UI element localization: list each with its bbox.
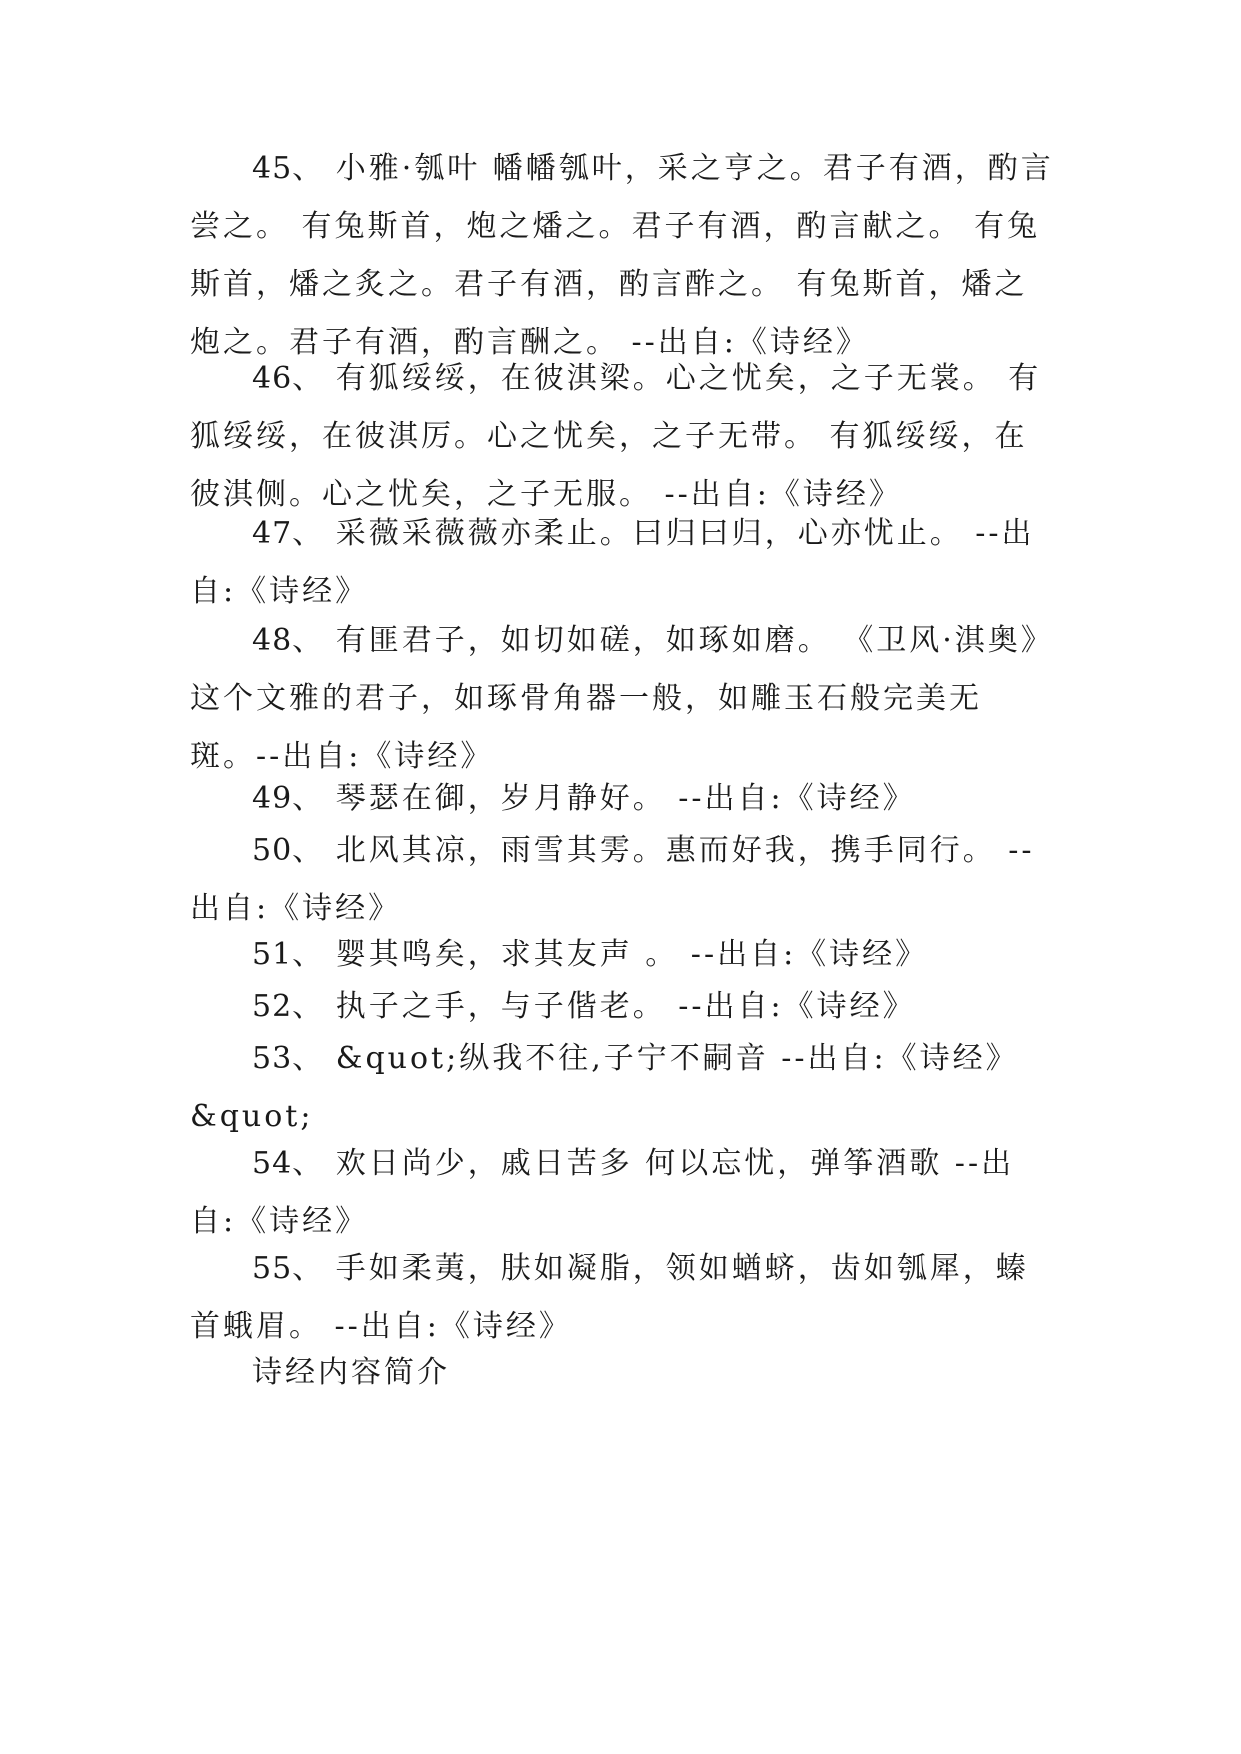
paragraph-number: 51、 xyxy=(252,937,324,972)
paragraph-number: 54、 xyxy=(252,1146,324,1181)
paragraph-47 xyxy=(190,505,1060,621)
paragraph-text: 有狐绥绥，在彼淇梁。心之忧矣，之子无裳。 有狐绥绥，在彼淇厉。心之忧矣，之子无带。 有狐绥绥，在彼淇侧。心之忧矣，之子无服。 --出自:《诗经》 xyxy=(190,361,1042,512)
paragraph-text: 欢日尚少，戚日苦多 何以忘忧，弹筝酒歌 --出自:《诗经》 xyxy=(190,1146,1015,1239)
paragraph-number: 55、 xyxy=(252,1251,324,1286)
paragraph-49 xyxy=(190,770,1060,828)
paragraph-number: 45、 xyxy=(252,151,324,186)
paragraph-text: 北风其凉，雨雪其雱。惠而好我，携手同行。 --出自:《诗经》 xyxy=(190,833,1035,926)
paragraph-text: &quot;纵我不往,子宁不嗣音 --出自:《诗经》&quot; xyxy=(190,1041,1019,1134)
paragraph-number: 53、 xyxy=(252,1041,324,1076)
paragraph-45 xyxy=(190,140,1060,372)
paragraph-number: 48、 xyxy=(252,623,324,658)
paragraph-number: 50、 xyxy=(252,833,324,868)
paragraph-text: 琴瑟在御，岁月静好。 --出自:《诗经》 xyxy=(335,781,916,816)
paragraph-54 xyxy=(190,1135,1060,1251)
paragraph-number: 49、 xyxy=(252,781,324,816)
paragraph-55 xyxy=(190,1240,1060,1356)
paragraph-number: 46、 xyxy=(252,361,324,396)
paragraph-number: 47、 xyxy=(252,516,324,551)
paragraph-text: 婴其鸣矣，求其友声 。 --出自:《诗经》 xyxy=(335,937,929,972)
paragraph-51 xyxy=(190,926,1060,984)
paragraph-48 xyxy=(190,612,1060,786)
paragraph-text: 小雅·瓠叶 幡幡瓠叶，采之亨之。君子有酒，酌言尝之。 有兔斯首，炮之燔之。君子有酒，酌言献之。 有兔斯首，燔之炙之。君子有酒，酌言酢之。 有兔斯首，燔之炮之。君子有酒，酌言酬之。 --出自:《诗经》 xyxy=(190,151,1054,360)
paragraph-53 xyxy=(190,1030,1060,1146)
paragraph-text: 采薇采薇薇亦柔止。曰归曰归，心亦忧止。 --出自:《诗经》 xyxy=(190,516,1035,609)
paragraph-52 xyxy=(190,978,1060,1036)
paragraph-text: 手如柔荑，肤如凝脂，领如蝤蛴，齿如瓠犀，螓首蛾眉。 --出自:《诗经》 xyxy=(190,1251,1029,1344)
paragraph-number: 52、 xyxy=(252,989,324,1024)
paragraph-text: 有匪君子，如切如磋，如琢如磨。 《卫风·淇奥》这个文雅的君子，如琢骨角器一般，如雕玉石般完美无斑。--出自:《诗经》 xyxy=(190,623,1054,774)
paragraph-text: 执子之手，与子偕老。 --出自:《诗经》 xyxy=(335,989,916,1024)
paragraph-50 xyxy=(190,822,1060,938)
paragraph-46 xyxy=(190,350,1060,524)
section-heading: 诗经内容简介 xyxy=(252,1355,450,1390)
